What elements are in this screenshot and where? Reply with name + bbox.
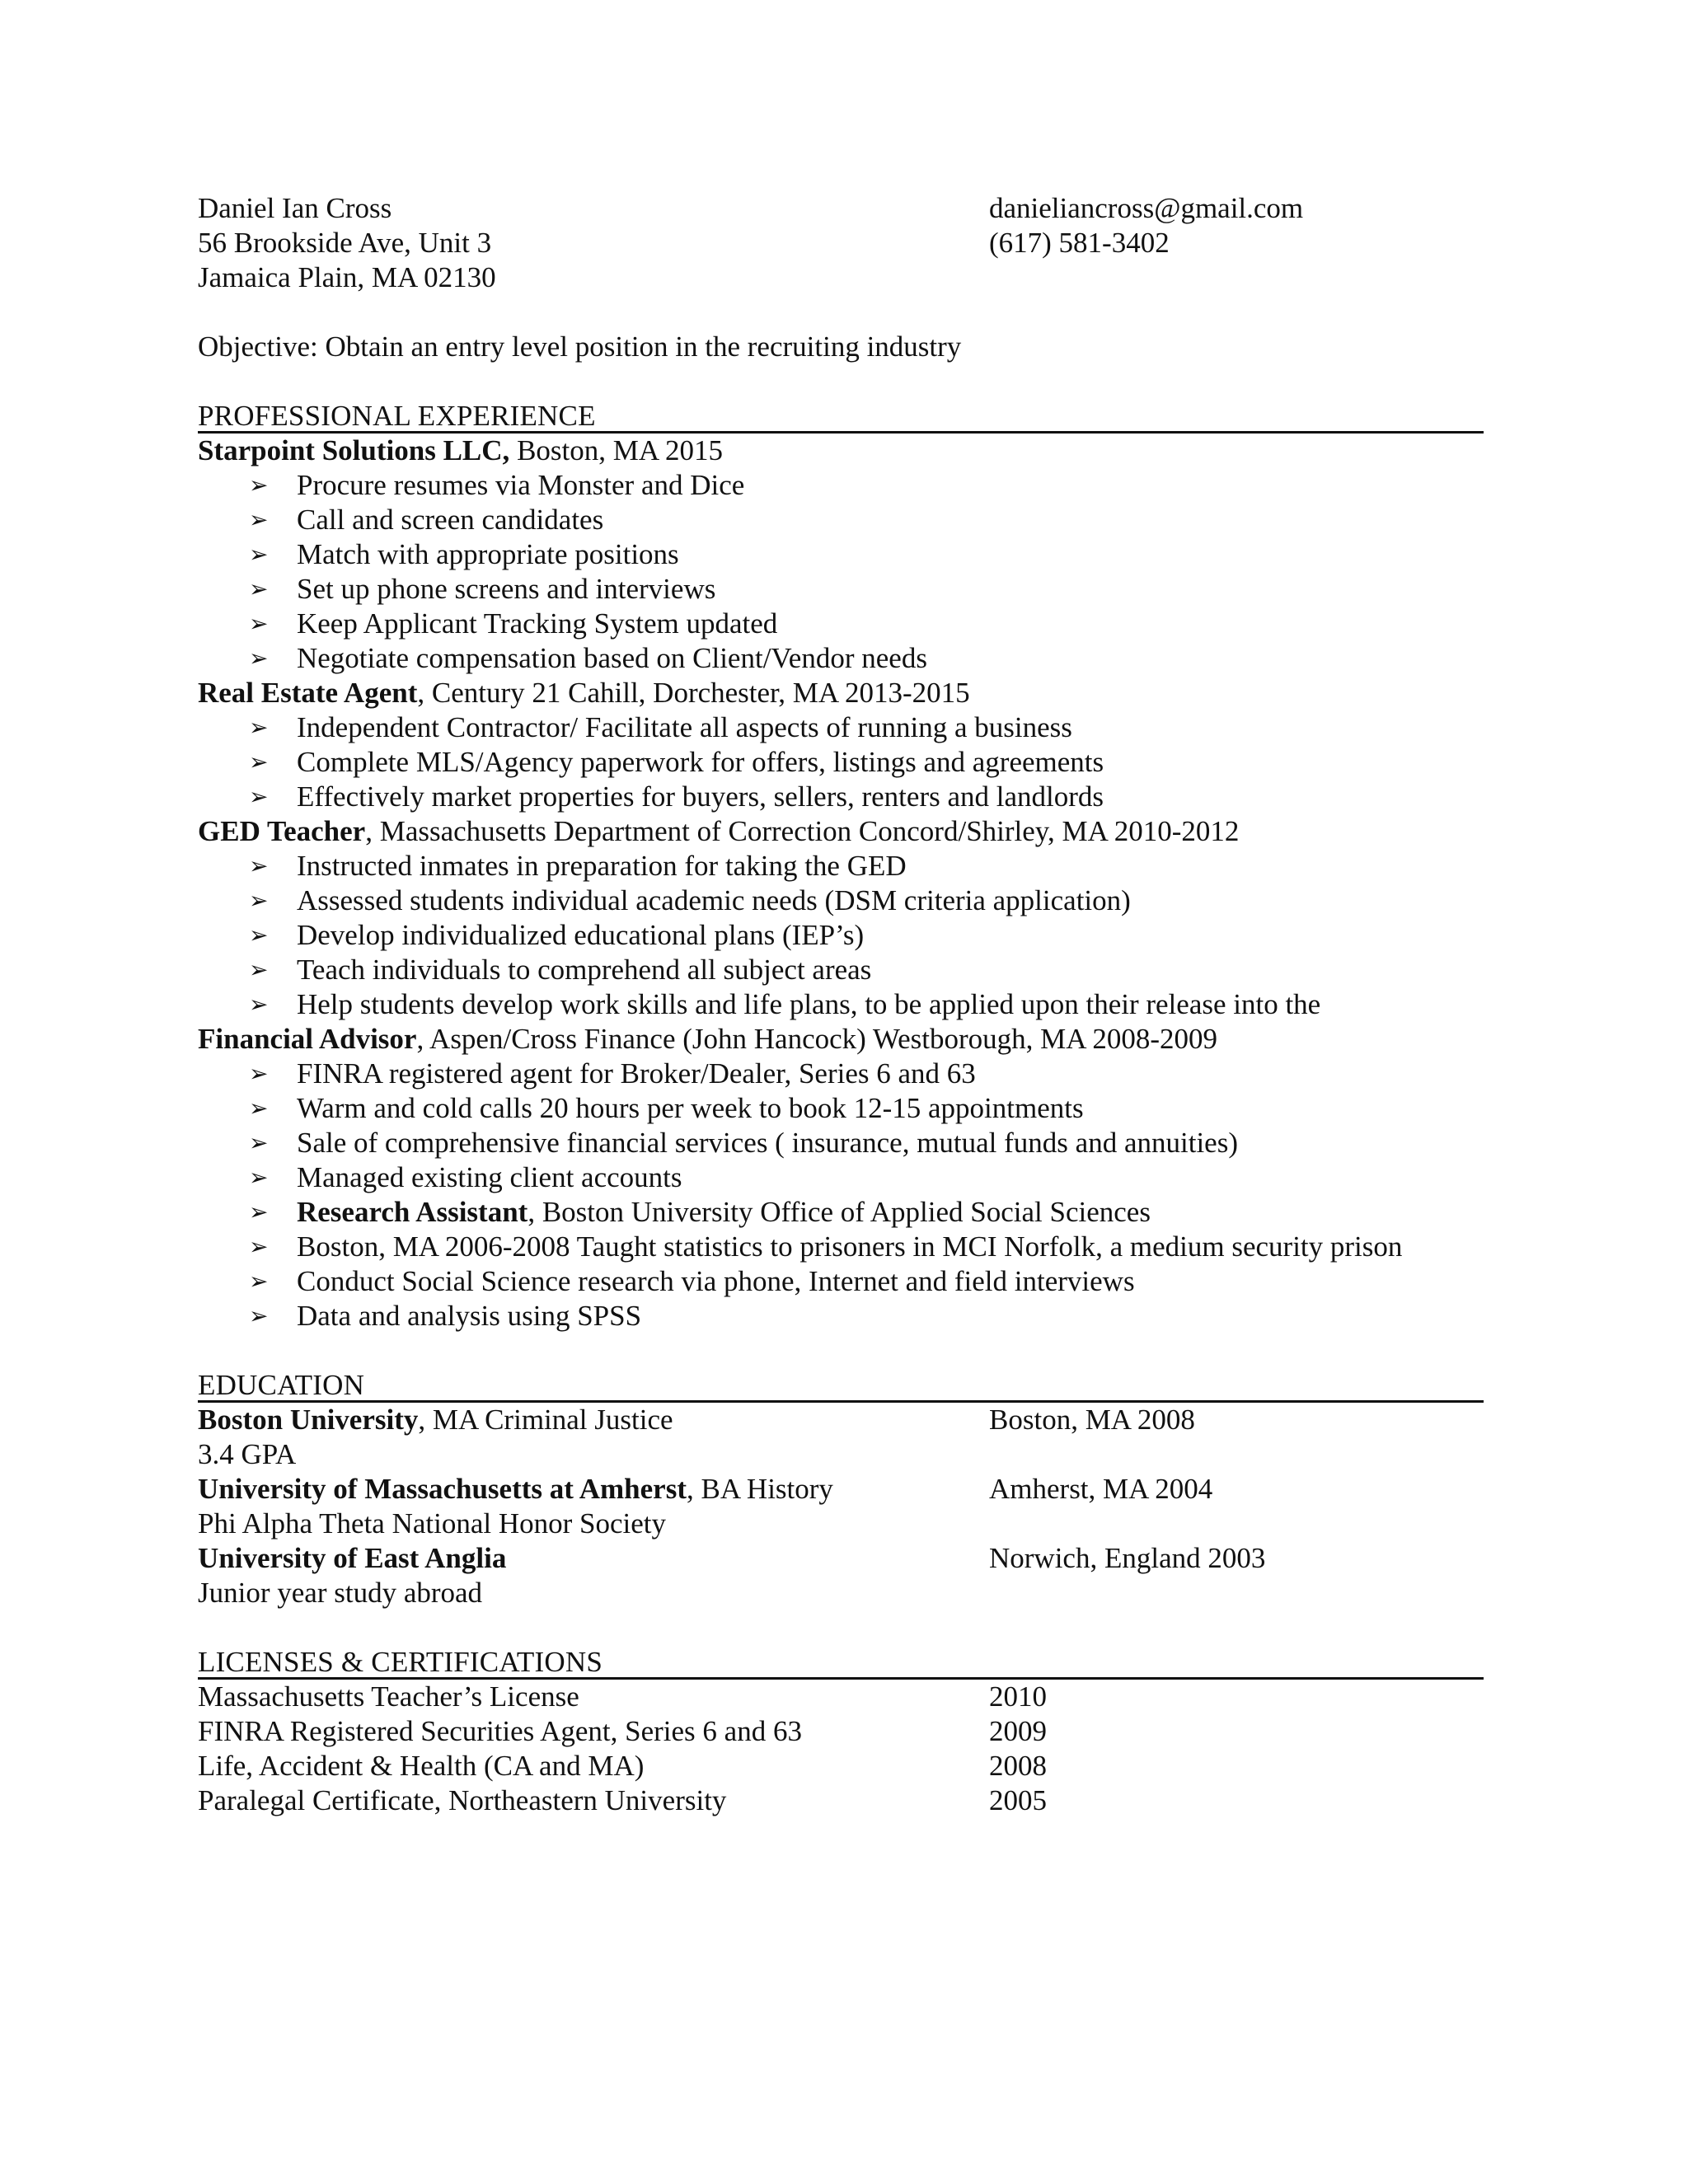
list-item: ➢ Managed existing client accounts <box>249 1161 682 1193</box>
arrow-bullet-icon: ➢ <box>249 1060 269 1087</box>
license-entry <box>198 1783 1484 1818</box>
school-name: University of Massachusetts at Amherst <box>198 1473 687 1505</box>
arrow-bullet-icon: ➢ <box>249 1233 269 1260</box>
street-address: 56 Brookside Ave, Unit 3 <box>198 227 492 259</box>
education-entry <box>198 1472 1484 1507</box>
arrow-bullet-icon: ➢ <box>249 956 269 983</box>
list-item: ➢ Complete MLS/Agency paperwork for offers, listings and agreements <box>249 746 1104 778</box>
job-bullets <box>198 710 1484 814</box>
arrow-bullet-icon: ➢ <box>249 610 269 637</box>
job-bullets <box>198 1057 1484 1333</box>
education-entry <box>198 1403 1484 1437</box>
degree: , BA History <box>686 1473 833 1505</box>
list-item: ➢ Match with appropriate positions <box>249 538 679 570</box>
list-item: ➢ Keep Applicant Tracking System updated <box>249 607 778 640</box>
arrow-bullet-icon: ➢ <box>249 714 269 741</box>
job-details: , Century 21 Cahill, Dorchester, MA 2013-2015 <box>417 677 970 709</box>
job-entry <box>198 434 1484 468</box>
arrow-bullet-icon: ➢ <box>249 1094 269 1122</box>
list-item: ➢ Develop individualized educational plans (IEP’s) <box>249 919 865 951</box>
arrow-bullet-icon: ➢ <box>249 887 269 914</box>
contact-row-3 <box>198 260 1484 295</box>
license-name: Paralegal Certificate, Northeastern University <box>198 1784 727 1816</box>
job-title: Real Estate Agent <box>198 677 418 709</box>
list-item: ➢ Conduct Social Science research via phone, Internet and field interviews <box>249 1265 1135 1297</box>
job-title: Financial Advisor <box>198 1023 417 1055</box>
arrow-bullet-icon: ➢ <box>249 991 269 1018</box>
city-state-zip: Jamaica Plain, MA 02130 <box>198 261 496 293</box>
education-note: Junior year study abroad <box>198 1577 483 1609</box>
objective-statement: Objective: Obtain an entry level position in the recruiting industry <box>198 330 962 363</box>
list-item: ➢ Warm and cold calls 20 hours per week to book 12-15 appointments <box>249 1092 1084 1124</box>
job-title: GED Teacher <box>198 815 366 847</box>
job-entry <box>198 676 1484 710</box>
arrow-bullet-icon: ➢ <box>249 1129 269 1156</box>
education-heading: EDUCATION <box>198 1368 1484 1403</box>
license-year: 2008 <box>989 1750 1047 1782</box>
phone-number: (617) 581-3402 <box>989 227 1170 259</box>
list-item: ➢ Assessed students individual academic needs (DSM criteria application) <box>249 884 1131 916</box>
license-year: 2009 <box>989 1715 1047 1747</box>
license-entry <box>198 1749 1484 1783</box>
arrow-bullet-icon: ➢ <box>249 541 269 568</box>
arrow-bullet-icon: ➢ <box>249 1268 269 1295</box>
list-item: ➢ Effectively market properties for buyers, sellers, renters and landlords <box>249 780 1104 813</box>
list-item: ➢ Sale of comprehensive financial services ( insurance, mutual funds and annuities) <box>249 1127 1238 1159</box>
arrow-bullet-icon: ➢ <box>249 644 269 672</box>
job-entry <box>198 1022 1484 1057</box>
education-note: Phi Alpha Theta National Honor Society <box>198 1507 667 1540</box>
contact-row-2 <box>198 226 1484 260</box>
job-title: Starpoint Solutions LLC, <box>198 434 510 466</box>
list-item: ➢ Independent Contractor/ Facilitate all aspects of running a business <box>249 711 1072 743</box>
email-address[interactable]: danieliancross@gmail.com <box>989 192 1304 224</box>
license-name: FINRA Registered Securities Agent, Series 6 and 63 <box>198 1715 802 1747</box>
license-entry <box>198 1680 1484 1714</box>
degree: , MA Criminal Justice <box>418 1404 673 1436</box>
license-name: Life, Accident & Health (CA and MA) <box>198 1750 645 1782</box>
license-name: Massachusetts Teacher’s License <box>198 1680 579 1713</box>
licenses-heading: LICENSES & CERTIFICATIONS <box>198 1645 1484 1680</box>
arrow-bullet-icon: ➢ <box>249 575 269 602</box>
list-item: ➢ Teach individuals to comprehend all subject areas <box>249 954 872 986</box>
list-item: ➢ Help students develop work skills and life plans, to be applied upon their release into the <box>249 988 1321 1020</box>
arrow-bullet-icon: ➢ <box>249 1302 269 1329</box>
school-location: Boston, MA 2008 <box>989 1404 1195 1436</box>
list-item: ➢ Negotiate compensation based on Client/Vendor needs <box>249 642 927 674</box>
list-item: ➢ Data and analysis using SPSS <box>249 1300 642 1332</box>
list-item: ➢ Set up phone screens and interviews <box>249 573 716 605</box>
arrow-bullet-icon: ➢ <box>249 783 269 810</box>
arrow-bullet-icon: ➢ <box>249 506 269 533</box>
license-year: 2010 <box>989 1680 1047 1713</box>
arrow-bullet-icon: ➢ <box>249 748 269 776</box>
arrow-bullet-icon: ➢ <box>249 471 269 499</box>
job-entry <box>198 814 1484 849</box>
arrow-bullet-icon: ➢ <box>249 921 269 949</box>
school-name: University of East Anglia <box>198 1542 507 1574</box>
list-item: ➢ Research Assistant, Boston University Office of Applied Social Sciences <box>249 1196 1151 1228</box>
arrow-bullet-icon: ➢ <box>249 1198 269 1226</box>
education-note: 3.4 GPA <box>198 1438 297 1470</box>
list-item: ➢ Instructed inmates in preparation for taking the GED <box>249 850 907 882</box>
experience-heading: PROFESSIONAL EXPERIENCE <box>198 399 1484 434</box>
school-location: Norwich, England 2003 <box>989 1542 1266 1574</box>
resume-page <box>198 191 1484 1818</box>
job-details: , Massachusetts Department of Correction Concord/Shirley, MA 2010-2012 <box>365 815 1240 847</box>
list-item: ➢ Procure resumes via Monster and Dice <box>249 469 745 501</box>
candidate-name: Daniel Ian Cross <box>198 192 392 224</box>
license-year: 2005 <box>989 1784 1047 1816</box>
school-name: Boston University <box>198 1404 419 1436</box>
arrow-bullet-icon: ➢ <box>249 852 269 879</box>
list-item: ➢ FINRA registered agent for Broker/Dealer, Series 6 and 63 <box>249 1057 976 1090</box>
license-entry <box>198 1714 1484 1749</box>
job-bullets <box>198 468 1484 676</box>
arrow-bullet-icon: ➢ <box>249 1164 269 1191</box>
job-bullets <box>198 849 1484 1022</box>
school-location: Amherst, MA 2004 <box>989 1473 1213 1505</box>
list-item: ➢ Boston, MA 2006-2008 Taught statistics to prisoners in MCI Norfolk, a medium security prison <box>249 1230 1403 1263</box>
contact-row-1 <box>198 191 1484 226</box>
education-entry <box>198 1541 1484 1576</box>
job-title: Research Assistant <box>297 1196 528 1228</box>
job-details: , Aspen/Cross Finance (John Hancock) Westborough, MA 2008-2009 <box>416 1023 1218 1055</box>
job-details: Boston, MA 2015 <box>509 434 723 466</box>
list-item: ➢ Call and screen candidates <box>249 504 604 536</box>
